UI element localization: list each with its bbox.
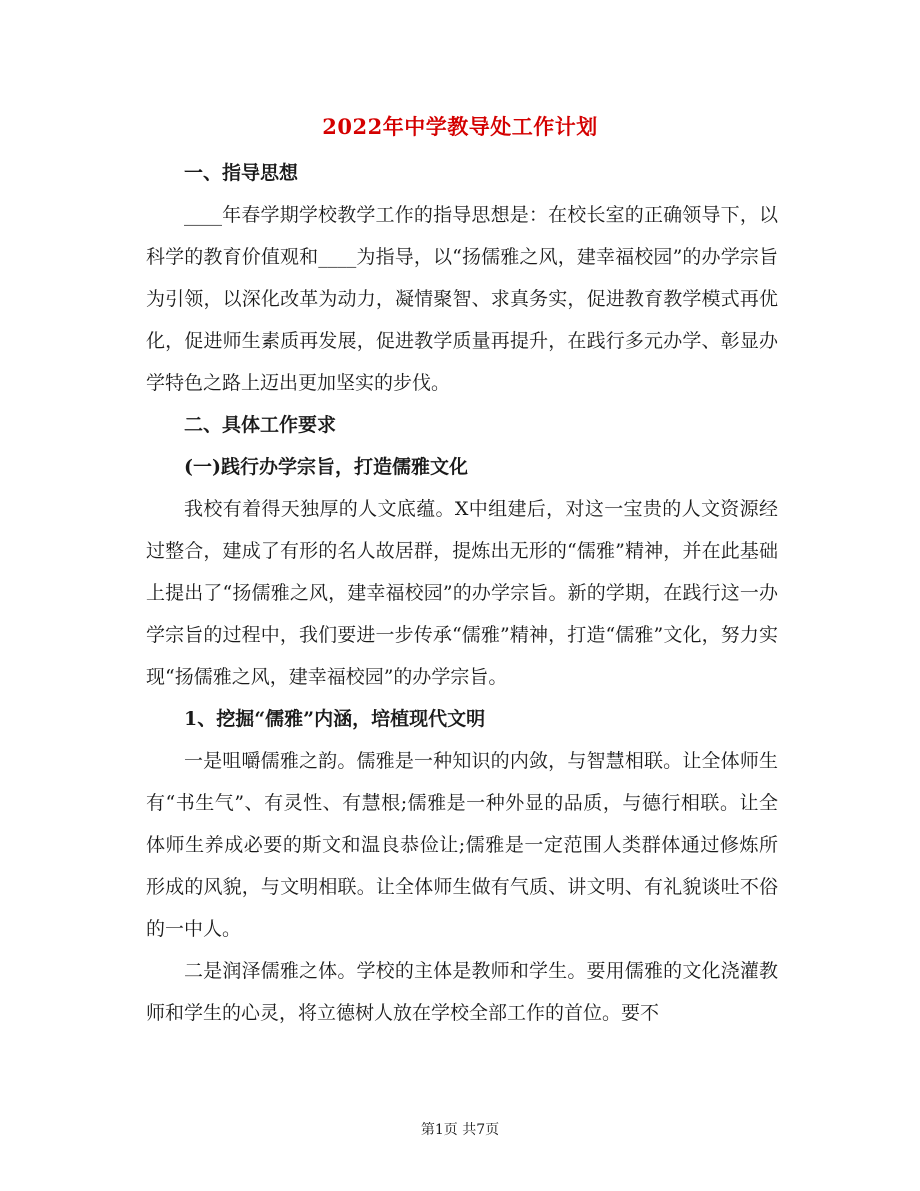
page-number-footer: 第1页 共7页 [420, 1122, 500, 1138]
paragraph-second-point: 二是润泽儒雅之体。学校的主体是教师和学生。要用儒雅的文化浇灌教师和学生的心灵，将立德树人放在学校全部工作的首位。要不 [146, 960, 778, 1024]
paragraph-guiding-ideology: ____年春学期学校教学工作的指导思想是：在校长室的正确领导下，以科学的教育价值观和____为指导，以“扬儒雅之风，建幸福校园”的办学宗旨为引领，以深化改革为动力，凝情聚智、求真务实，促进教育教学模式再优化，促进师生素质再发展，促进教学质量再提升，在践行多元办学、彰显办学特色之路上迈出更加坚实的步伐。 [146, 204, 778, 394]
paragraph-cultural-heritage: 我校有着得天独厚的人文底蕴。X中组建后，对这一宝贵的人文资源经过整合，建成了有形的名人故居群，提炼出无形的“儒雅”精神，并在此基础上提出了“扬儒雅之风，建幸福校园”的办学宗旨。新的学期，在践行这一办学宗旨的过程中，我们要进一步传承“儒雅”精神，打造“儒雅”文化，努力实现“扬儒雅之风，建幸福校园”的办学宗旨。 [146, 498, 778, 688]
document-body [146, 152, 778, 1034]
section-heading-work-requirements: 二、具体工作要求 [184, 414, 337, 436]
subsection-heading-school-philosophy: (一)践行办学宗旨，打造儒雅文化 [184, 456, 468, 478]
paragraph-first-point: 一是咀嚼儒雅之韵。儒雅是一种知识的内敛，与智慧相联。让全体师生有“书生气”、有灵性、有慧根;儒雅是一种外显的品质，与德行相联。让全体师生养成必要的斯文和温良恭俭让;儒雅是一定范围人类群体通过修炼所形成的风貌，与文明相联。让全体师生做有气质、讲文明、有礼貌谈吐不俗的一中人。 [146, 750, 778, 940]
section-heading-guiding-ideology: 一、指导思想 [184, 162, 299, 184]
item-heading-explore-ruya: 1、挖掘“儒雅”内涵，培植现代文明 [184, 708, 486, 730]
document-title: 2022年中学教导处工作计划 [322, 114, 598, 139]
